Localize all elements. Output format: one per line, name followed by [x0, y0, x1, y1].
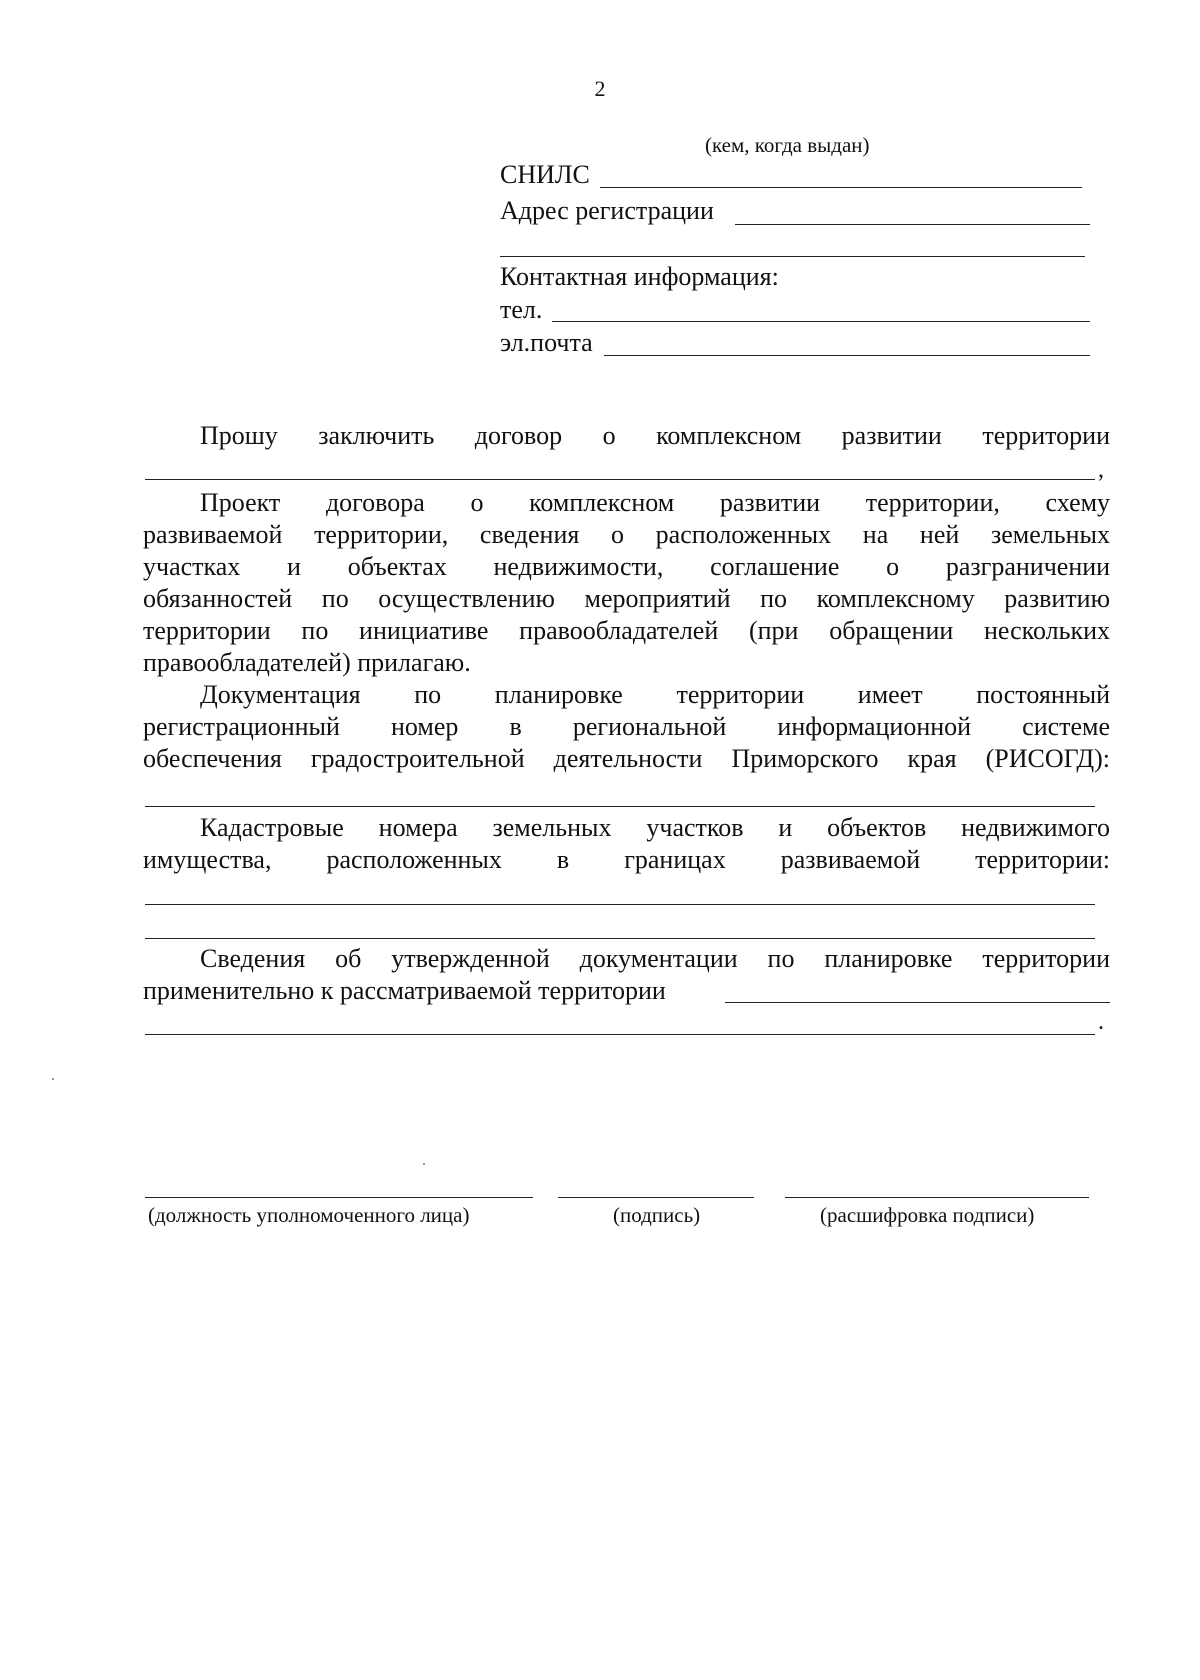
- word: о: [470, 488, 484, 517]
- word: о: [886, 552, 900, 581]
- word: территории:: [975, 845, 1111, 874]
- request-line-1: [200, 420, 1110, 452]
- word: земельных: [492, 813, 612, 842]
- attachment-line-3: [143, 551, 1110, 583]
- word: участках: [143, 552, 241, 581]
- page-number: 2: [594, 76, 606, 101]
- word: договора: [325, 488, 425, 517]
- word: территории,: [314, 520, 449, 549]
- approved-docs-period: .: [1098, 1009, 1104, 1035]
- word: сведения: [479, 520, 580, 549]
- word: ней: [919, 520, 960, 549]
- word: Проект: [200, 488, 281, 517]
- signature-field[interactable]: [558, 1197, 754, 1198]
- word: имеет: [857, 680, 923, 709]
- word: номера: [378, 813, 458, 842]
- word: на: [862, 520, 889, 549]
- phone-field[interactable]: [552, 321, 1090, 322]
- approved-docs-field[interactable]: [725, 1002, 1110, 1003]
- approved-docs-line-2: применительно к рассматриваемой территории: [143, 976, 666, 1005]
- word: Кадастровые: [200, 813, 344, 842]
- attachment-line-1: [200, 487, 1110, 519]
- signature-caption: (подпись): [613, 1203, 701, 1227]
- word: номер: [391, 712, 459, 741]
- signature-decoding-field[interactable]: [785, 1197, 1089, 1198]
- approved-docs-field-line2[interactable]: [145, 1034, 1095, 1035]
- email-label: эл.почта: [500, 328, 593, 357]
- documentation-line-3: обеспечения градостроительной деятельности Приморского края (РИСОГД):: [143, 744, 1110, 773]
- attachment-line-2: [143, 519, 1110, 551]
- word: и: [778, 813, 793, 842]
- word: земельных: [990, 520, 1110, 549]
- word: объектах: [347, 552, 447, 581]
- word: Прошу: [200, 421, 278, 450]
- word: границах: [624, 845, 726, 874]
- word: о: [602, 421, 616, 450]
- word: территории,: [865, 488, 1000, 517]
- word: постоянный: [976, 680, 1111, 709]
- cadastral-numbers-field-line2[interactable]: [145, 938, 1095, 939]
- snils-label: СНИЛС: [500, 160, 590, 189]
- word: имущества,: [143, 845, 272, 874]
- word: в: [556, 845, 570, 874]
- signature-decoding-caption: (расшифровка подписи): [820, 1203, 1035, 1227]
- approved-docs-line-1: Сведения об утвержденной документации по планировке территории: [200, 944, 1110, 973]
- word: соглашение: [710, 552, 840, 581]
- word: Документация: [200, 680, 361, 709]
- word: в: [509, 712, 522, 741]
- word: договор: [474, 421, 563, 450]
- word: расположенных: [655, 520, 832, 549]
- email-field[interactable]: [604, 355, 1090, 356]
- cadastral-numbers-field[interactable]: [145, 904, 1095, 905]
- word: и: [287, 552, 301, 581]
- word: территории: [982, 421, 1110, 450]
- registration-address-label: Адрес регистрации: [500, 196, 714, 225]
- cadastral-line-1: [200, 812, 1110, 844]
- scan-speck: [52, 1078, 54, 1080]
- word: разграничении: [945, 552, 1111, 581]
- word: развитии: [719, 488, 821, 517]
- word: схему: [1045, 488, 1111, 517]
- phone-label: тел.: [500, 295, 543, 324]
- attachment-line-6: правообладателей) прилагаю.: [143, 648, 471, 677]
- word: комплексном: [656, 421, 802, 450]
- attachment-line-5: территории по инициативе правообладателей (при обращении нескольких: [143, 616, 1110, 645]
- word: о: [611, 520, 624, 549]
- territory-field-comma: ,: [1098, 457, 1104, 483]
- registration-address-field[interactable]: [735, 224, 1090, 225]
- risogd-number-field[interactable]: [145, 806, 1095, 807]
- attachment-line-4: обязанностей по осуществлению мероприятий по комплексному развитию: [143, 584, 1110, 613]
- word: участков: [646, 813, 744, 842]
- position-caption: (должность уполномоченного лица): [148, 1203, 470, 1227]
- word: объектов: [827, 813, 927, 842]
- word: заключить: [318, 421, 435, 450]
- word: регистрационный: [143, 712, 340, 741]
- word: региональной: [572, 712, 727, 741]
- contact-info-heading: Контактная информация:: [500, 262, 779, 291]
- registration-address-field-line2[interactable]: [500, 256, 1085, 257]
- word: комплексном: [529, 488, 675, 517]
- word: развиваемой: [143, 520, 283, 549]
- word: информационной: [777, 712, 972, 741]
- word: развиваемой: [780, 845, 921, 874]
- word: развитии: [841, 421, 942, 450]
- word: недвижимости,: [493, 552, 664, 581]
- issued-by-note: (кем, когда выдан): [705, 133, 870, 157]
- cadastral-line-2: [143, 844, 1110, 876]
- word: территории: [676, 680, 805, 709]
- snils-field[interactable]: [600, 187, 1082, 188]
- word: по: [414, 680, 442, 709]
- scan-speck: [423, 1163, 425, 1165]
- documentation-line-1: [200, 679, 1110, 711]
- word: расположенных: [326, 845, 502, 874]
- territory-field[interactable]: [145, 479, 1095, 480]
- word: системе: [1022, 712, 1111, 741]
- word: недвижимого: [961, 813, 1111, 842]
- documentation-line-2: [143, 711, 1110, 743]
- position-field[interactable]: [145, 1197, 533, 1198]
- word: планировке: [494, 680, 623, 709]
